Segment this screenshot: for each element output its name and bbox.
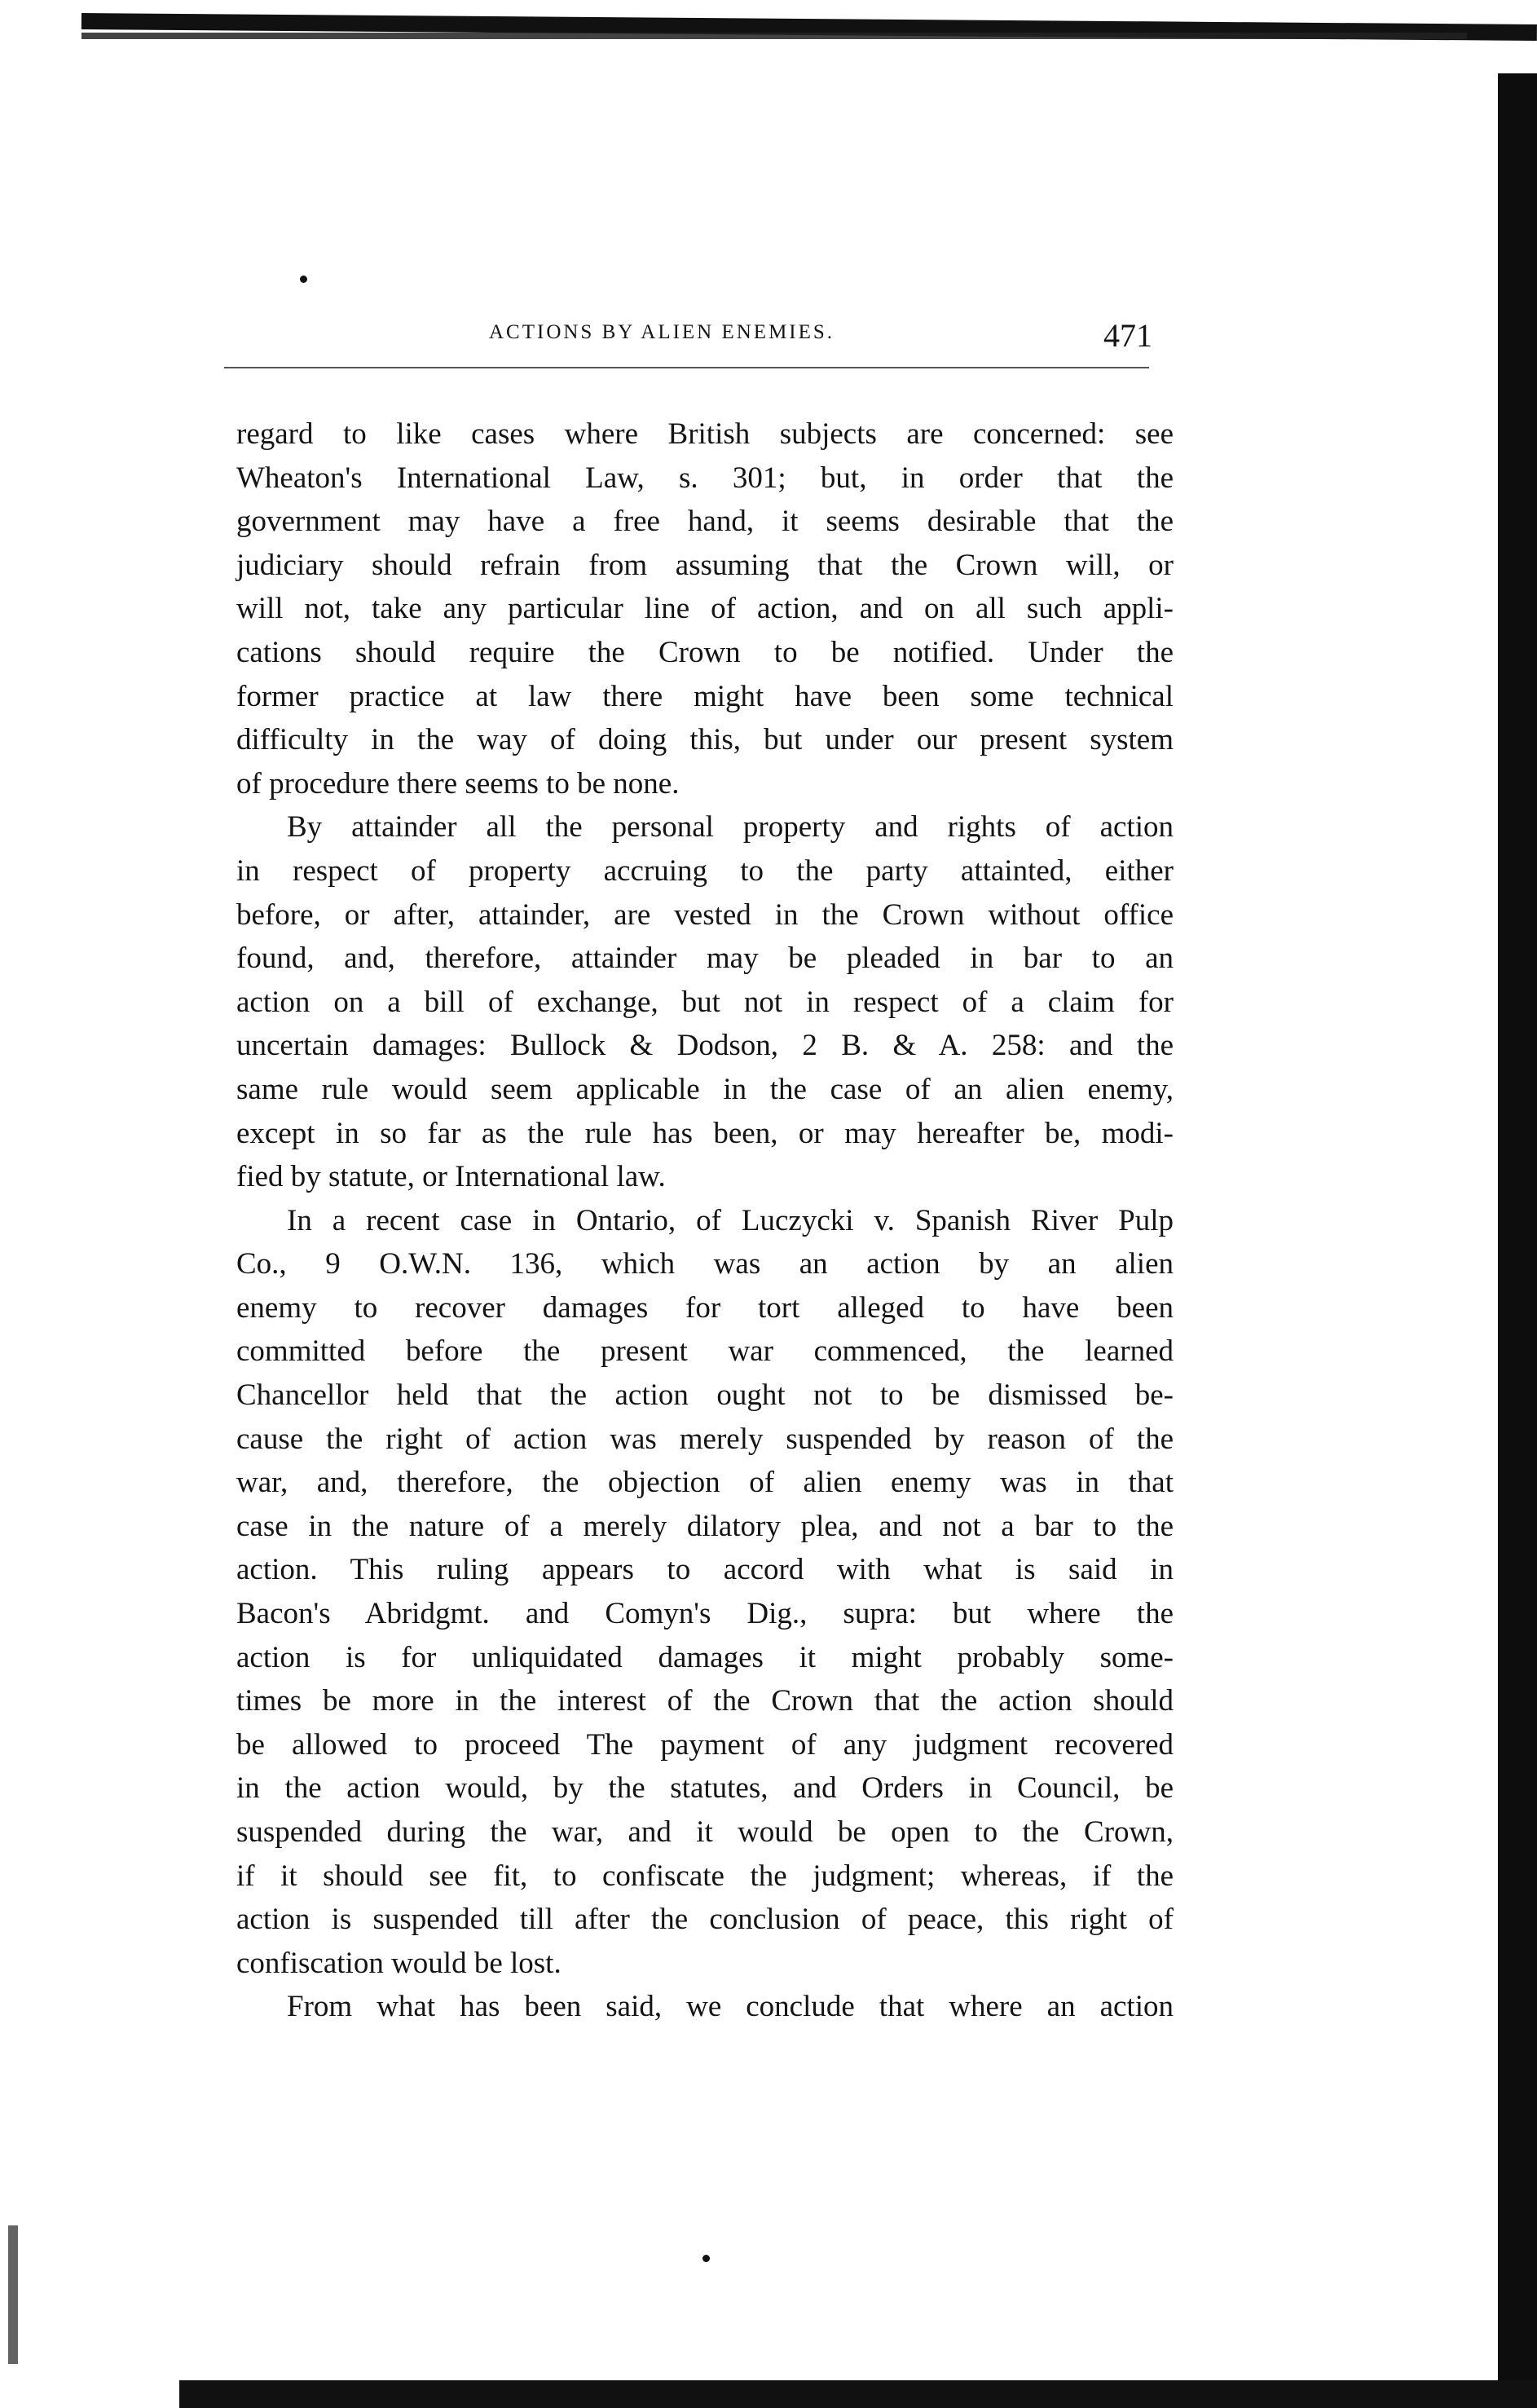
- scan-border-right: [1498, 73, 1537, 2408]
- text-line: cations should require the Crown to be notified. Under the: [236, 635, 1174, 669]
- text-line: action is for unliquidated damages it might probably some-: [236, 1640, 1174, 1674]
- text-line: fied by statute, or International law.: [236, 1160, 666, 1194]
- text-line: government may have a free hand, it seems desirable that the: [236, 505, 1174, 539]
- text-line: former practice at law there might have been some technical: [236, 679, 1174, 713]
- text-line: in respect of property accruing to the party attainted, either: [236, 853, 1174, 888]
- text-line: except in so far as the rule has been, or may hereafter be, modi-: [236, 1116, 1174, 1150]
- scan-mark-left: [8, 2225, 18, 2364]
- text-line: action is suspended till after the conclusion of peace, this right of: [236, 1903, 1174, 1937]
- scan-speck: [300, 276, 307, 283]
- text-line: if it should see fit, to confiscate the judgment; whereas, if the: [236, 1859, 1174, 1893]
- text-line: be allowed to proceed The payment of any judgment recovered: [236, 1727, 1174, 1762]
- text-line: found, and, therefore, attainder may be pleaded in bar to an: [236, 942, 1174, 976]
- text-line: before, or after, attainder, are vested in the Crown without office: [236, 897, 1174, 932]
- text-line: From what has been said, we conclude that where an action: [287, 1990, 1174, 2024]
- text-line: judiciary should refrain from assuming that the Crown will, or: [236, 548, 1174, 582]
- scan-border-bottom: [179, 2380, 1537, 2408]
- text-line: action. This ruling appears to accord with what is said in: [236, 1553, 1174, 1587]
- text-line: war, and, therefore, the objection of alien enemy was in that: [236, 1466, 1174, 1500]
- text-line: same rule would seem applicable in the case of an alien enemy,: [236, 1072, 1174, 1106]
- text-line: In a recent case in Ontario, of Luczycki v. Spanish River Pulp: [287, 1203, 1174, 1237]
- text-line: times be more in the interest of the Crown that the action should: [236, 1684, 1174, 1718]
- text-line: Bacon's Abridgmt. and Comyn's Dig., supra: but where the: [236, 1597, 1174, 1631]
- text-line: enemy to recover damages for tort alleged to have been: [236, 1290, 1174, 1325]
- text-line: By attainder all the personal property and rights of action: [287, 810, 1174, 845]
- text-line: suspended during the war, and it would be open to the Crown,: [236, 1815, 1174, 1849]
- header-rule: [224, 367, 1149, 368]
- text-line: of procedure there seems to be none.: [236, 766, 680, 800]
- body-text: [236, 412, 1174, 2029]
- running-title: ACTIONS BY ALIEN ENEMIES.: [489, 321, 835, 343]
- text-line: case in the nature of a merely dilatory plea, and not a bar to the: [236, 1509, 1174, 1543]
- text-line: uncertain damages: Bullock & Dodson, 2 B. & A. 258: and the: [236, 1029, 1174, 1063]
- text-line: Co., 9 O.W.N. 136, which was an action by an alien: [236, 1247, 1174, 1281]
- text-line: action on a bill of exchange, but not in respect of a claim for: [236, 985, 1174, 1019]
- page-number: 471: [1103, 317, 1152, 354]
- text-line: Wheaton's International Law, s. 301; but, in order that the: [236, 461, 1174, 495]
- text-line: will not, take any particular line of action, and on all such appli-: [236, 592, 1174, 626]
- text-line: in the action would, by the statutes, and Orders in Council, be: [236, 1771, 1174, 1806]
- scan-border-top-shadow: [81, 33, 1467, 39]
- text-line: regard to like cases where British subjects are concerned: see: [236, 417, 1174, 451]
- text-line: confiscation would be lost.: [236, 1946, 562, 1980]
- text-line: cause the right of action was merely suspended by reason of the: [236, 1422, 1174, 1456]
- text-line: difficulty in the way of doing this, but under our present system: [236, 723, 1174, 757]
- text-line: committed before the present war commenced, the learned: [236, 1334, 1174, 1369]
- text-line: Chancellor held that the action ought not to be dismissed be-: [236, 1378, 1174, 1413]
- scan-speck: [702, 2255, 710, 2262]
- running-head: [440, 318, 1165, 354]
